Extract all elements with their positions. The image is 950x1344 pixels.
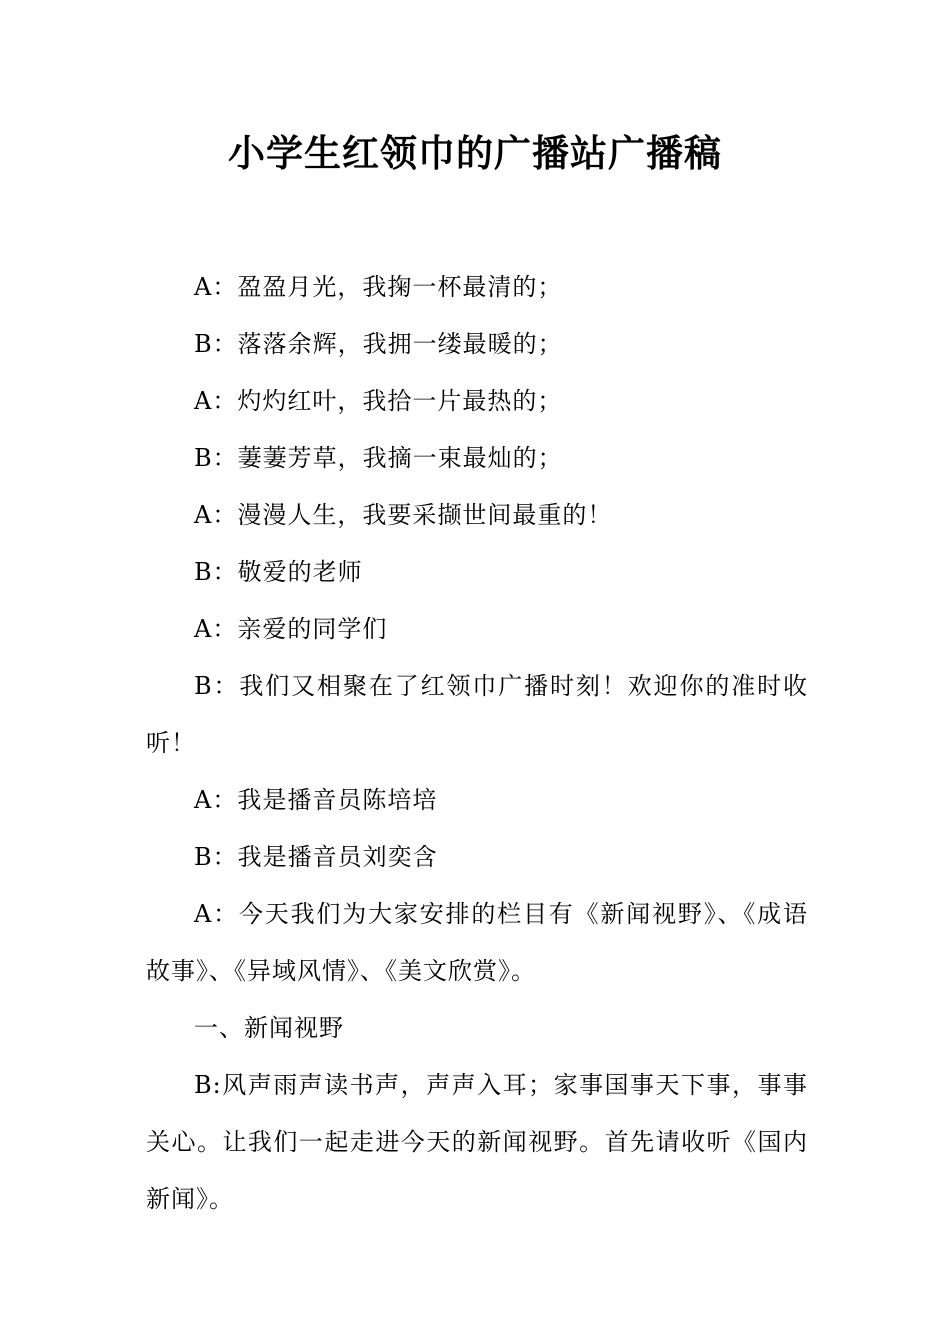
paragraph: B：我是播音员刘奕含 — [194, 843, 438, 871]
paragraph: B:风声雨声读书声，声声入耳；家事国事天下事，事事关心。让我们一起走进今天的新闻视野。首先请收听《国内新闻》。 — [146, 1071, 808, 1213]
paragraph: A：今天我们为大家安排的栏目有《新闻视野》、《成语故事》、《异域风情》、《美文欣赏》。 — [146, 900, 808, 985]
section-heading: 一、新闻视野 — [194, 1014, 344, 1042]
paragraph: B：萋萋芳草，我摘一束最灿的； — [194, 444, 563, 472]
paragraph: B：落落余辉，我拥一缕最暖的； — [194, 330, 563, 358]
paragraph: A：盈盈月光，我掬一杯最清的； — [194, 273, 563, 301]
document-title: 小学生红领巾的广播站广播稿 — [228, 132, 722, 175]
paragraph: B：敬爱的老师 — [194, 558, 363, 586]
paragraph: B：我们又相聚在了红领巾广播时刻！欢迎你的准时收听！ — [146, 672, 808, 757]
paragraph: A：灼灼红叶，我拾一片最热的； — [194, 387, 563, 415]
document-body — [146, 259, 808, 1228]
paragraph: A：漫漫人生，我要采撷世间最重的！ — [194, 501, 613, 529]
paragraph: A：亲爱的同学们 — [194, 615, 388, 643]
paragraph: A：我是播音员陈培培 — [194, 786, 438, 814]
